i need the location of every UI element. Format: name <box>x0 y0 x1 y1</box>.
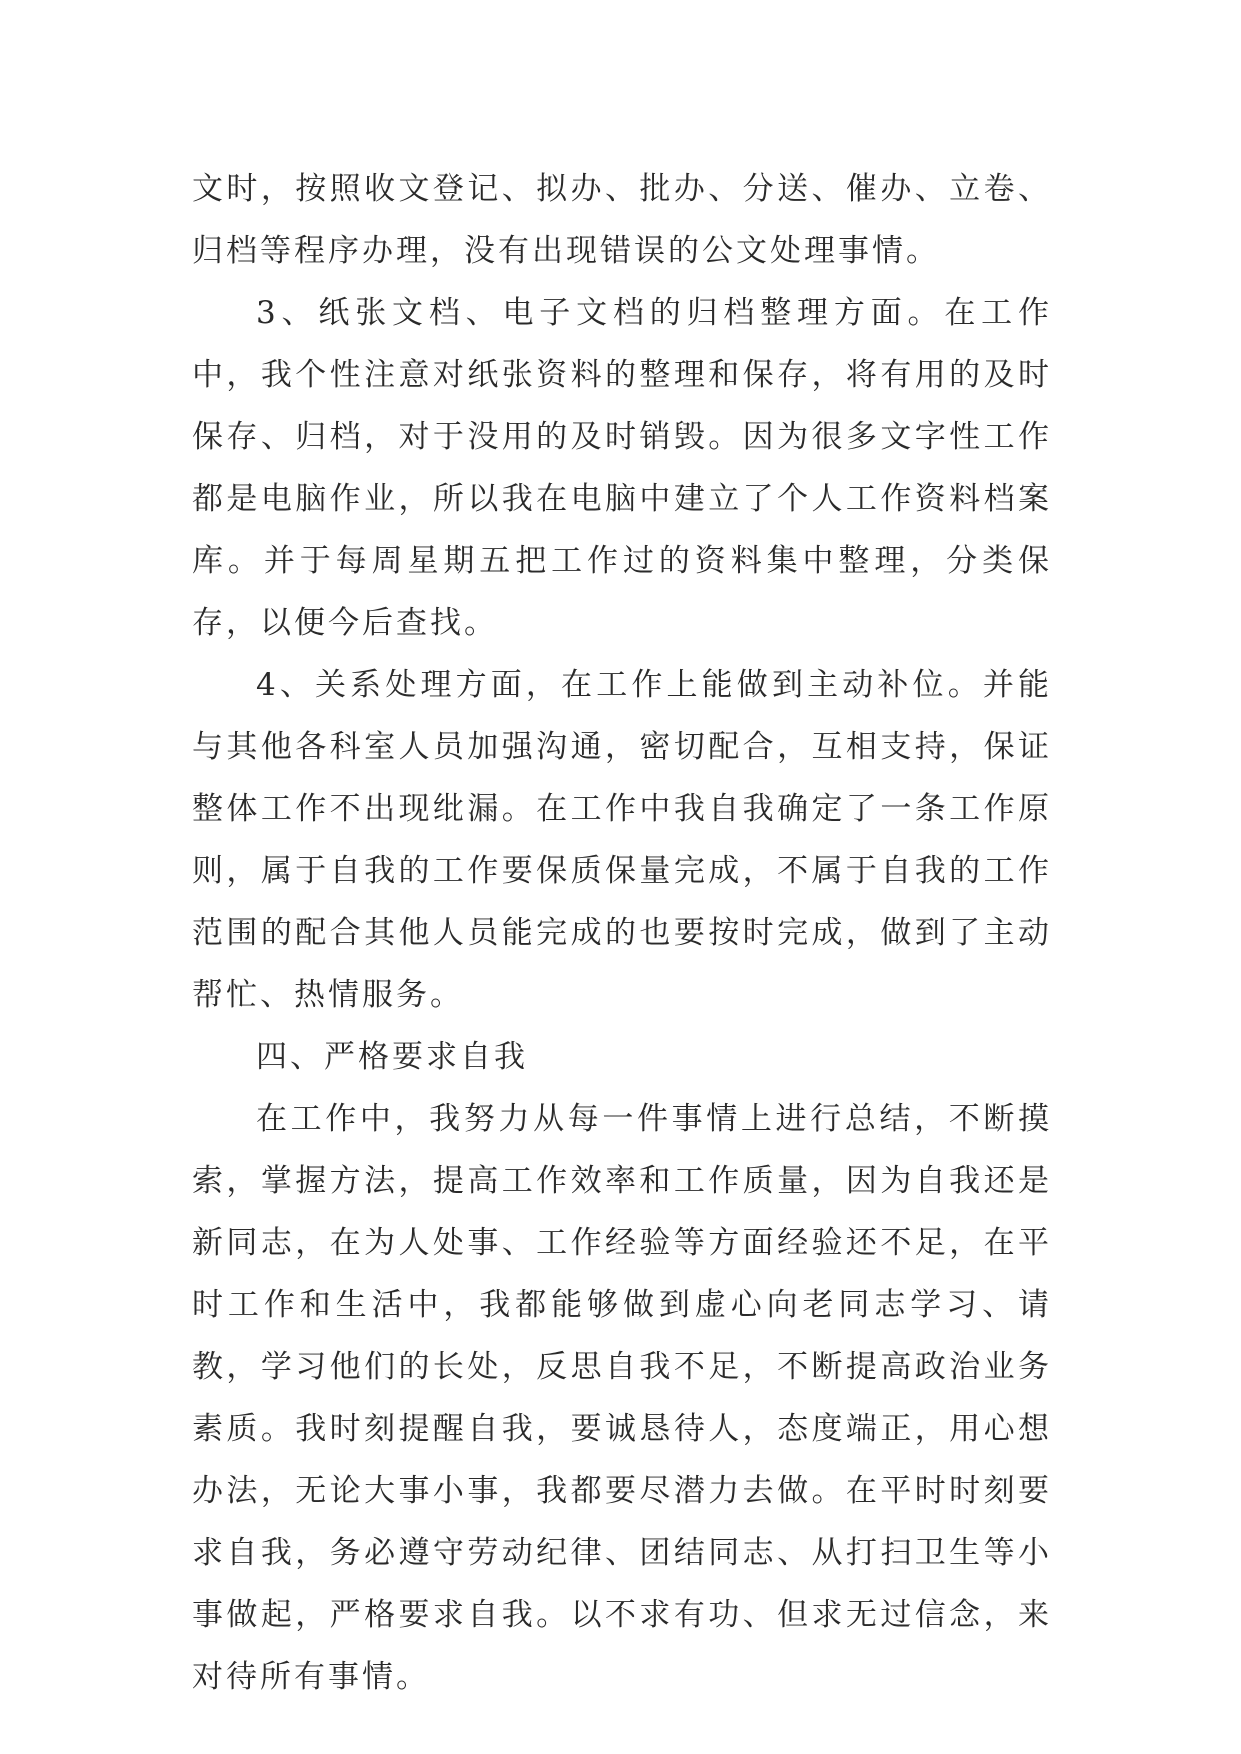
section-heading: 四、严格要求自我 <box>256 1039 528 1075</box>
paragraph-self-discipline: 在工作中，我努力从每一件事情上进行总结，不断摸索，掌握方法，提高工作效率和工作质量，因为自我还是新同志，在为人处事、工作经验等方面经验还不足，在平时工作和生活中，我都能够做到虚心向老同志学习、请教，学习他们的长处，反思自我不足，不断提高政治业务素质。我时刻提醒自我，要诚恳待人，态度端正，用心想办法，无论大事小事，我都要尽潜力去做。在平时时刻要求自我，务必遵守劳动纪律、团结同志、从打扫卫生等小事做起，严格要求自我。以不求有功、但求无过信念，来对待所有事情。 <box>192 1101 1052 1695</box>
paragraph-relations: 4、关系处理方面，在工作上能做到主动补位。并能与其他各科室人员加强沟通，密切配合，互相支持，保证整体工作不出现纰漏。在工作中我自我确定了一条工作原则，属于自我的工作要保质保量完成，不属于自我的工作范围的配合其他人员能完成的也要按时完成，做到了主动帮忙、热情服务。 <box>192 667 1052 1013</box>
document-body <box>192 158 1052 1708</box>
paragraph-archiving: 3、纸张文档、电子文档的归档整理方面。在工作中，我个性注意对纸张资料的整理和保存，将有用的及时保存、归档，对于没用的及时销毁。因为很多文字性工作都是电脑作业，所以我在电脑中建立了个人工作资料档案库。并于每周星期五把工作过的资料集中整理，分类保存，以便今后查找。 <box>192 295 1052 641</box>
paragraph-continuation: 文时，按照收文登记、拟办、批办、分送、催办、立卷、归档等程序办理，没有出现错误的公文处理事情。 <box>192 171 1052 269</box>
